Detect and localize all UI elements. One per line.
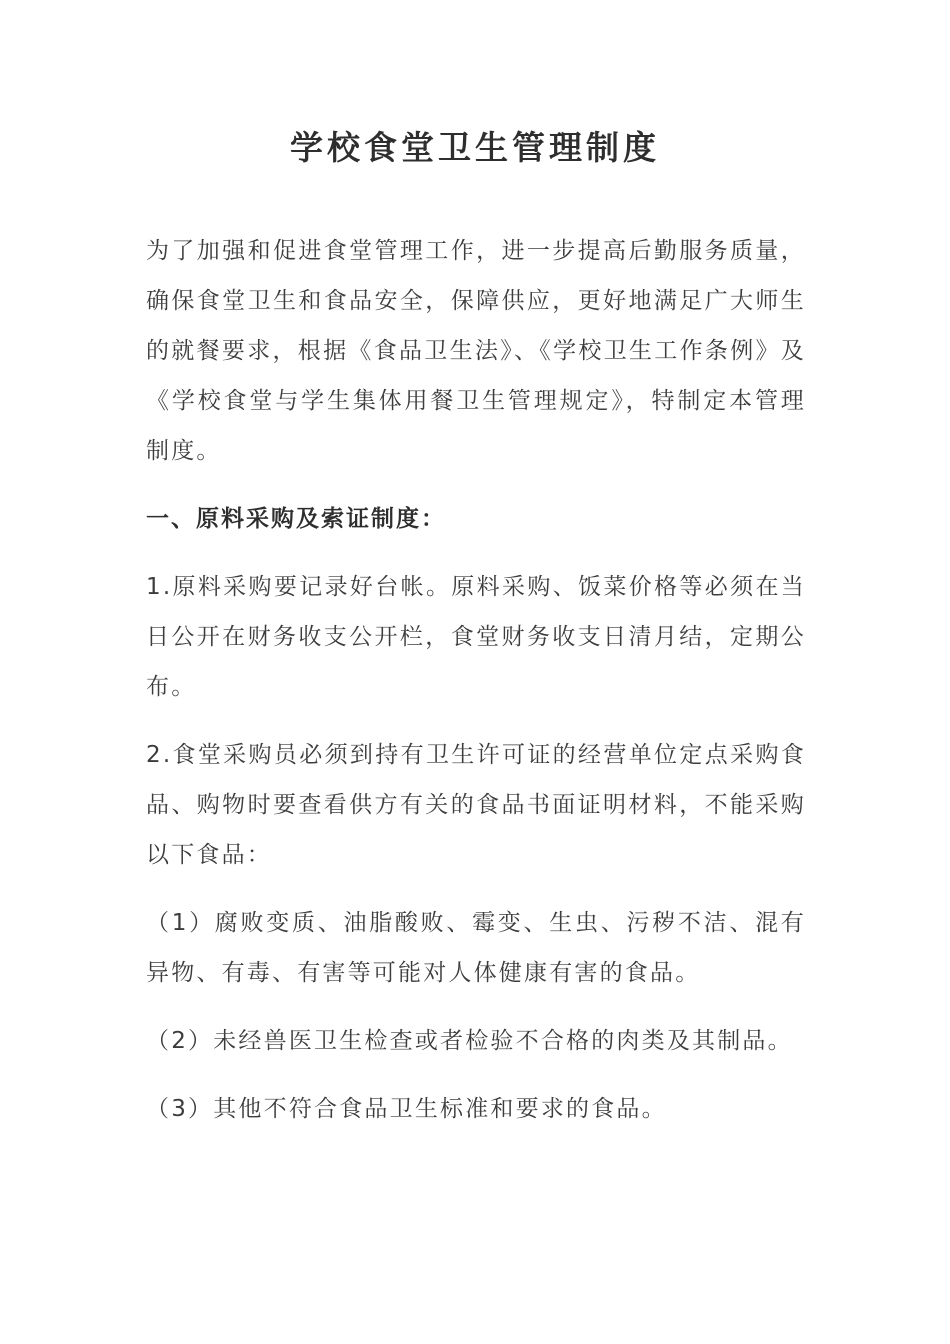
section-heading-procurement: 一、原料采购及索证制度： bbox=[146, 506, 446, 532]
rule-item-2: 2.食堂采购员必须到持有卫生许可证的经营单位定点采购食品、购物时要查看供方有关的食品书面证明材料，不能采购以下食品： bbox=[146, 742, 806, 868]
sub-item-3: （3）其他不符合食品卫生标准和要求的食品。 bbox=[146, 1096, 667, 1122]
sub-item-1: （1）腐败变质、油脂酸败、霉变、生虫、污秽不洁、混有异物、有毒、有害等可能对人体健康有害的食品。 bbox=[146, 910, 806, 986]
sub-item-2: （2）未经兽医卫生检查或者检验不合格的肉类及其制品。 bbox=[146, 1028, 793, 1054]
rule-item-1: 1.原料采购要记录好台帐。原料采购、饭菜价格等必须在当日公开在财务收支公开栏，食堂财务收支日清月结，定期公布。 bbox=[146, 574, 806, 700]
intro-paragraph: 为了加强和促进食堂管理工作，进一步提高后勤服务质量，确保食堂卫生和食品安全，保障供应，更好地满足广大师生的就餐要求，根据《食品卫生法》、《学校卫生工作条例》及《学校食堂与学生集体用餐卫生管理规定》，特制定本管理制度。 bbox=[146, 238, 806, 464]
document-title: 学校食堂卫生管理制度 bbox=[290, 128, 660, 167]
document-body bbox=[146, 226, 806, 1152]
